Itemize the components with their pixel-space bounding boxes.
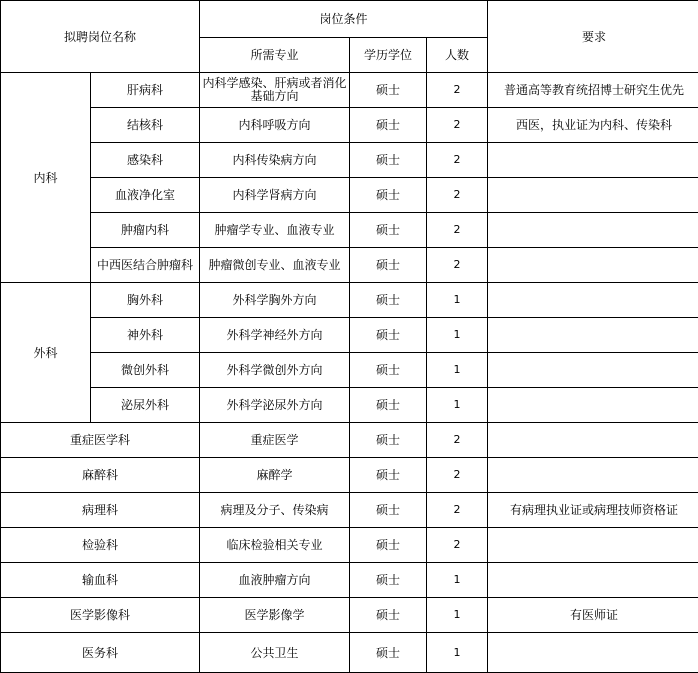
table-row [1,248,698,283]
major-cell: 外科学神经外方向 [200,318,350,353]
table-row [1,528,698,563]
count-cell: 2 [427,493,488,528]
count-cell: 2 [427,248,488,283]
table-row [1,143,698,178]
degree-cell: 硕士 [350,73,427,108]
count-cell: 1 [427,633,488,673]
header-conditions: 岗位条件 [200,1,488,38]
major-cell: 公共卫生 [200,633,350,673]
major-cell: 外科学微创外方向 [200,353,350,388]
requirement-cell [488,143,698,178]
count-cell: 2 [427,178,488,213]
requirement-cell [488,388,698,423]
major-cell: 内科呼吸方向 [200,108,350,143]
count-cell: 1 [427,598,488,633]
dept-cell: 微创外科 [91,353,200,388]
degree-cell: 硕士 [350,493,427,528]
major-cell: 外科学胸外方向 [200,283,350,318]
degree-cell: 硕士 [350,178,427,213]
count-cell: 1 [427,318,488,353]
requirement-cell [488,178,698,213]
major-cell: 医学影像学 [200,598,350,633]
degree-cell: 硕士 [350,633,427,673]
requirement-cell [488,213,698,248]
table-row [1,458,698,493]
requirement-cell [488,353,698,388]
degree-cell: 硕士 [350,213,427,248]
degree-cell: 硕士 [350,598,427,633]
major-cell: 病理及分子、传染病 [200,493,350,528]
requirement-cell: 有病理执业证或病理技师资格证 [488,493,698,528]
degree-cell: 硕士 [350,423,427,458]
header-requirements: 要求 [488,1,698,73]
major-cell: 麻醉学 [200,458,350,493]
table-row [1,318,698,353]
table-row [1,493,698,528]
dept-cell: 感染科 [91,143,200,178]
dept-cell: 医务科 [1,633,200,673]
table-row [1,388,698,423]
requirement-cell: 普通高等教育统招博士研究生优先 [488,73,698,108]
dept-cell: 麻醉科 [1,458,200,493]
dept-cell: 输血科 [1,563,200,598]
requirement-cell: 西医，执业证为内科、传染科 [488,108,698,143]
requirement-cell: 有医师证 [488,598,698,633]
count-cell: 2 [427,108,488,143]
header-degree: 学历学位 [350,38,427,73]
table-row [1,108,698,143]
header-major: 所需专业 [200,38,350,73]
dept-cell: 医学影像科 [1,598,200,633]
dept-cell: 结核科 [91,108,200,143]
dept-cell: 肝病科 [91,73,200,108]
dept-cell: 肿瘤内科 [91,213,200,248]
dept-cell: 病理科 [1,493,200,528]
major-cell: 内科学感染、肝病或者消化基础方向 [200,73,350,108]
degree-cell: 硕士 [350,353,427,388]
requirement-cell [488,423,698,458]
count-cell: 2 [427,143,488,178]
count-cell: 2 [427,73,488,108]
group-internal-medicine: 内科 [1,73,91,283]
dept-cell: 重症医学科 [1,423,200,458]
major-cell: 外科学泌尿外方向 [200,388,350,423]
major-cell: 肿瘤学专业、血液专业 [200,213,350,248]
table-row [1,423,698,458]
count-cell: 2 [427,213,488,248]
major-cell: 肿瘤微创专业、血液专业 [200,248,350,283]
header-count: 人数 [427,38,488,73]
dept-cell: 中西医结合肿瘤科 [91,248,200,283]
requirement-cell [488,563,698,598]
dept-cell: 泌尿外科 [91,388,200,423]
major-cell: 内科传染病方向 [200,143,350,178]
major-cell: 血液肿瘤方向 [200,563,350,598]
table-row [1,563,698,598]
major-cell: 临床检验相关专业 [200,528,350,563]
degree-cell: 硕士 [350,388,427,423]
count-cell: 1 [427,353,488,388]
count-cell: 2 [427,458,488,493]
degree-cell: 硕士 [350,143,427,178]
dept-cell: 胸外科 [91,283,200,318]
count-cell: 1 [427,563,488,598]
major-cell: 内科学肾病方向 [200,178,350,213]
count-cell: 2 [427,423,488,458]
table-row [1,178,698,213]
dept-cell: 血液净化室 [91,178,200,213]
table-row [1,73,698,108]
requirement-cell [488,283,698,318]
count-cell: 1 [427,283,488,318]
dept-cell: 神外科 [91,318,200,353]
count-cell: 2 [427,528,488,563]
requirement-cell [488,633,698,673]
table-row [1,598,698,633]
count-cell: 1 [427,388,488,423]
header-position-name: 拟聘岗位名称 [1,1,200,73]
degree-cell: 硕士 [350,458,427,493]
degree-cell: 硕士 [350,108,427,143]
table-row [1,633,698,673]
requirement-cell [488,528,698,563]
table-row [1,283,698,318]
requirement-cell [488,248,698,283]
major-cell: 重症医学 [200,423,350,458]
table-row [1,353,698,388]
dept-cell: 检验科 [1,528,200,563]
group-surgery: 外科 [1,283,91,423]
degree-cell: 硕士 [350,248,427,283]
degree-cell: 硕士 [350,283,427,318]
requirement-cell [488,318,698,353]
degree-cell: 硕士 [350,528,427,563]
degree-cell: 硕士 [350,318,427,353]
degree-cell: 硕士 [350,563,427,598]
requirement-cell [488,458,698,493]
table-row [1,213,698,248]
